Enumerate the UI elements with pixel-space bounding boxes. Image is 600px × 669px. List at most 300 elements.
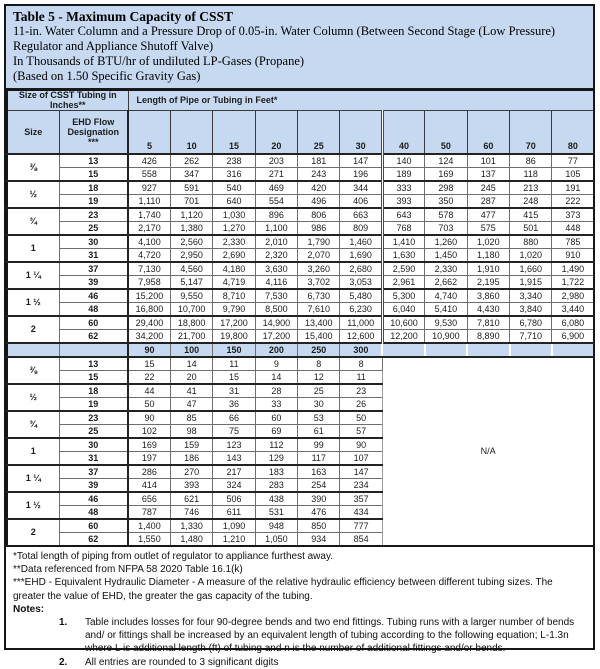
capacity-value: 643 bbox=[382, 208, 424, 222]
table-title: Table 5 - Maximum Capacity of CSST bbox=[13, 9, 234, 24]
capacity-value: 61 bbox=[298, 425, 340, 439]
capacity-value: 66 bbox=[213, 411, 255, 425]
ehd-cell: 23 bbox=[59, 411, 128, 425]
capacity-value: 1,020 bbox=[510, 249, 552, 263]
capacity-value: 703 bbox=[425, 222, 467, 236]
ehd-cell: 46 bbox=[59, 289, 128, 303]
capacity-value: 1,690 bbox=[340, 249, 382, 263]
capacity-value: 927 bbox=[128, 181, 170, 195]
capacity-value: 910 bbox=[552, 249, 594, 263]
capacity-value: 1,915 bbox=[510, 276, 552, 290]
capacity-value: 3,630 bbox=[255, 262, 297, 276]
capacity-value: 880 bbox=[510, 235, 552, 249]
capacity-row bbox=[7, 289, 594, 303]
capacity-value: 248 bbox=[510, 195, 552, 209]
capacity-value: 6,040 bbox=[382, 303, 424, 317]
capacity-value: 4,719 bbox=[213, 276, 255, 290]
capacity-value: 197 bbox=[128, 452, 170, 466]
size-cell: 1 bbox=[7, 235, 59, 262]
capacity-value: 143 bbox=[213, 452, 255, 466]
separator-size-cell bbox=[7, 343, 59, 357]
capacity-value: 118 bbox=[510, 168, 552, 182]
capacity-value: 1,410 bbox=[382, 235, 424, 249]
capacity-value: 1,330 bbox=[170, 519, 212, 533]
note-text: Table includes losses for four 90-degree bends and two end fittings. Tubing runs with a larger number of bends and/ or fittings shall be increased by an equivalent length of tubing according to the following equation; L-1.3n where L is additional length (ft) of tubing and n is the number of additional fittings and/or bends. bbox=[85, 617, 575, 655]
size-cell: ¾ bbox=[7, 411, 59, 438]
capacity-value: 469 bbox=[255, 181, 297, 195]
ehd-cell: 30 bbox=[59, 235, 128, 249]
capacity-value: 41 bbox=[170, 384, 212, 398]
length-header-100: 100 bbox=[170, 343, 212, 357]
capacity-value: 22 bbox=[128, 371, 170, 385]
capacity-value: 787 bbox=[128, 506, 170, 520]
capacity-value: 75 bbox=[213, 425, 255, 439]
capacity-value: 496 bbox=[298, 195, 340, 209]
capacity-value: 1,630 bbox=[382, 249, 424, 263]
capacity-value: 6,730 bbox=[298, 289, 340, 303]
separator-length-row bbox=[7, 343, 594, 357]
capacity-value: 506 bbox=[213, 492, 255, 506]
note-item bbox=[13, 616, 585, 656]
capacity-value: 6,230 bbox=[340, 303, 382, 317]
ehd-cell: 37 bbox=[59, 465, 128, 479]
capacity-value: 222 bbox=[552, 195, 594, 209]
capacity-value: 140 bbox=[382, 154, 424, 168]
capacity-value: 163 bbox=[298, 465, 340, 479]
capacity-value: 393 bbox=[170, 479, 212, 493]
length-header-40: 40 bbox=[382, 111, 424, 155]
ehd-cell: 48 bbox=[59, 506, 128, 520]
ehd-cell: 48 bbox=[59, 303, 128, 317]
capacity-value: 169 bbox=[128, 438, 170, 452]
capacity-value: 238 bbox=[213, 154, 255, 168]
capacity-value: 30 bbox=[298, 398, 340, 412]
capacity-value: 2,961 bbox=[382, 276, 424, 290]
footnotes-block bbox=[6, 547, 593, 669]
capacity-value: 1,722 bbox=[552, 276, 594, 290]
capacity-value: 591 bbox=[170, 181, 212, 195]
capacity-value: 50 bbox=[128, 398, 170, 412]
capacity-value: 283 bbox=[255, 479, 297, 493]
capacity-value: 434 bbox=[340, 506, 382, 520]
capacity-value: 57 bbox=[340, 425, 382, 439]
length-header-15: 15 bbox=[213, 111, 255, 155]
capacity-row bbox=[7, 195, 594, 209]
capacity-value: 6,080 bbox=[552, 316, 594, 330]
capacity-value: 7,958 bbox=[128, 276, 170, 290]
capacity-value: 213 bbox=[510, 181, 552, 195]
ehd-cell: 30 bbox=[59, 438, 128, 452]
capacity-value: 785 bbox=[552, 235, 594, 249]
capacity-value: 20 bbox=[170, 371, 212, 385]
capacity-value: 663 bbox=[340, 208, 382, 222]
capacity-value: 1,270 bbox=[213, 222, 255, 236]
capacity-row bbox=[7, 168, 594, 182]
capacity-value: 531 bbox=[255, 506, 297, 520]
capacity-value: 477 bbox=[467, 208, 509, 222]
capacity-row bbox=[7, 357, 594, 371]
capacity-value: 1,050 bbox=[255, 533, 297, 547]
capacity-value: 4,740 bbox=[425, 289, 467, 303]
separator-empty-cell bbox=[510, 343, 552, 357]
capacity-row bbox=[7, 303, 594, 317]
capacity-value: 1,380 bbox=[170, 222, 212, 236]
header-cols-row bbox=[7, 111, 594, 155]
capacity-value: 2,590 bbox=[382, 262, 424, 276]
capacity-value: 1,490 bbox=[552, 262, 594, 276]
capacity-value: 181 bbox=[298, 154, 340, 168]
size-group-header: Size of CSST Tubing in Inches** bbox=[7, 90, 128, 111]
size-cell: ⅜ bbox=[7, 154, 59, 181]
capacity-value: 11 bbox=[213, 357, 255, 371]
capacity-value: 1,210 bbox=[213, 533, 255, 547]
separator-empty-cell bbox=[425, 343, 467, 357]
capacity-value: 1,100 bbox=[255, 222, 297, 236]
capacity-value: 107 bbox=[340, 452, 382, 466]
capacity-value: 53 bbox=[298, 411, 340, 425]
ehd-cell: 13 bbox=[59, 154, 128, 168]
capacity-value: 9,530 bbox=[425, 316, 467, 330]
capacity-value: 28 bbox=[255, 384, 297, 398]
capacity-value: 12,200 bbox=[382, 330, 424, 344]
capacity-value: 47 bbox=[170, 398, 212, 412]
capacity-row bbox=[7, 181, 594, 195]
capacity-value: 137 bbox=[467, 168, 509, 182]
capacity-row bbox=[7, 154, 594, 168]
capacity-value: 18,800 bbox=[170, 316, 212, 330]
ehd-cell: 31 bbox=[59, 452, 128, 466]
size-cell: ½ bbox=[7, 384, 59, 411]
capacity-value: 2,170 bbox=[128, 222, 170, 236]
ehd-cell: 25 bbox=[59, 425, 128, 439]
capacity-value: 98 bbox=[170, 425, 212, 439]
capacity-row bbox=[7, 262, 594, 276]
capacity-value: 90 bbox=[128, 411, 170, 425]
capacity-value: 19,800 bbox=[213, 330, 255, 344]
capacity-value: 2,010 bbox=[255, 235, 297, 249]
capacity-value: 254 bbox=[298, 479, 340, 493]
capacity-value: 986 bbox=[298, 222, 340, 236]
ehd-cell: 25 bbox=[59, 222, 128, 236]
capacity-value: 90 bbox=[340, 438, 382, 452]
capacity-value: 2,070 bbox=[298, 249, 340, 263]
capacity-value: 7,810 bbox=[467, 316, 509, 330]
capacity-value: 8 bbox=[298, 357, 340, 371]
ehd-cell: 39 bbox=[59, 479, 128, 493]
ehd-cell: 39 bbox=[59, 276, 128, 290]
capacity-value: 948 bbox=[255, 519, 297, 533]
capacity-value: 854 bbox=[340, 533, 382, 547]
capacity-value: 15,400 bbox=[298, 330, 340, 344]
size-cell: 2 bbox=[7, 316, 59, 343]
separator-empty-cell bbox=[467, 343, 509, 357]
capacity-value: 1,450 bbox=[425, 249, 467, 263]
notes-label: Notes: bbox=[13, 603, 45, 615]
capacity-value: 390 bbox=[298, 492, 340, 506]
capacity-value: 656 bbox=[128, 492, 170, 506]
capacity-row bbox=[7, 235, 594, 249]
capacity-value: 540 bbox=[213, 181, 255, 195]
capacity-value: 101 bbox=[467, 154, 509, 168]
capacity-value: 554 bbox=[255, 195, 297, 209]
capacity-value: 640 bbox=[213, 195, 255, 209]
capacity-value: 12 bbox=[298, 371, 340, 385]
capacity-value: 806 bbox=[298, 208, 340, 222]
capacity-value: 448 bbox=[552, 222, 594, 236]
capacity-value: 33 bbox=[255, 398, 297, 412]
length-header-150: 150 bbox=[213, 343, 255, 357]
capacity-value: 3,053 bbox=[340, 276, 382, 290]
capacity-value: 286 bbox=[128, 465, 170, 479]
ehd-cell: 31 bbox=[59, 249, 128, 263]
ehd-cell: 23 bbox=[59, 208, 128, 222]
size-col-header: Size bbox=[7, 111, 59, 155]
capacity-value: 6,780 bbox=[510, 316, 552, 330]
capacity-value: 1,120 bbox=[170, 208, 212, 222]
size-cell: ¾ bbox=[7, 208, 59, 235]
capacity-value: 25 bbox=[298, 384, 340, 398]
capacity-value: 8,890 bbox=[467, 330, 509, 344]
capacity-value: 60 bbox=[255, 411, 297, 425]
capacity-value: 69 bbox=[255, 425, 297, 439]
ehd-cell: 15 bbox=[59, 168, 128, 182]
capacity-value: 186 bbox=[170, 452, 212, 466]
capacity-value: 23 bbox=[340, 384, 382, 398]
ehd-cell: 60 bbox=[59, 316, 128, 330]
ehd-cell: 15 bbox=[59, 371, 128, 385]
capacity-value: 476 bbox=[298, 506, 340, 520]
capacity-value: 183 bbox=[255, 465, 297, 479]
capacity-value: 271 bbox=[255, 168, 297, 182]
capacity-value: 558 bbox=[128, 168, 170, 182]
capacity-value: 4,560 bbox=[170, 262, 212, 276]
length-header-200: 200 bbox=[255, 343, 297, 357]
length-header-250: 250 bbox=[298, 343, 340, 357]
capacity-value: 117 bbox=[298, 452, 340, 466]
capacity-value: 10,900 bbox=[425, 330, 467, 344]
ehd-cell: 37 bbox=[59, 262, 128, 276]
size-cell: ½ bbox=[7, 181, 59, 208]
capacity-value: 8,500 bbox=[255, 303, 297, 317]
capacity-value: 9 bbox=[255, 357, 297, 371]
table-subtitle-gravity: (Based on 1.50 Specific Gravity Gas) bbox=[13, 69, 201, 83]
capacity-value: 2,950 bbox=[170, 249, 212, 263]
capacity-value: 105 bbox=[552, 168, 594, 182]
length-header-10: 10 bbox=[170, 111, 212, 155]
notes-list bbox=[13, 616, 585, 669]
capacity-value: 16,800 bbox=[128, 303, 170, 317]
capacity-value: 102 bbox=[128, 425, 170, 439]
capacity-value: 3,840 bbox=[510, 303, 552, 317]
length-header-25: 25 bbox=[298, 111, 340, 155]
length-header-300: 300 bbox=[340, 343, 382, 357]
capacity-value: 2,690 bbox=[213, 249, 255, 263]
capacity-value: 17,200 bbox=[213, 316, 255, 330]
capacity-value: 169 bbox=[425, 168, 467, 182]
capacity-value: 1,110 bbox=[128, 195, 170, 209]
capacity-value: 44 bbox=[128, 384, 170, 398]
length-header-20: 20 bbox=[255, 111, 297, 155]
capacity-value: 12,600 bbox=[340, 330, 382, 344]
separator-empty-cell bbox=[552, 343, 594, 357]
capacity-value: 15 bbox=[128, 357, 170, 371]
capacity-value: 29,400 bbox=[128, 316, 170, 330]
capacity-value: 9,550 bbox=[170, 289, 212, 303]
capacity-value: 50 bbox=[340, 411, 382, 425]
capacity-value: 9,790 bbox=[213, 303, 255, 317]
size-cell: 1 ¼ bbox=[7, 262, 59, 289]
capacity-row bbox=[7, 330, 594, 344]
capacity-value: 77 bbox=[552, 154, 594, 168]
table-subtitle-units: In Thousands of BTU/hr of undiluted LP-Gases (Propane) bbox=[13, 54, 305, 68]
ehd-cell: 62 bbox=[59, 330, 128, 344]
capacity-value: 298 bbox=[425, 181, 467, 195]
capacity-value: 5,147 bbox=[170, 276, 212, 290]
capacity-value: 2,330 bbox=[425, 262, 467, 276]
capacity-value: 768 bbox=[382, 222, 424, 236]
capacity-value: 896 bbox=[255, 208, 297, 222]
capacity-row bbox=[7, 316, 594, 330]
capacity-value: 1,090 bbox=[213, 519, 255, 533]
capacity-value: 147 bbox=[340, 465, 382, 479]
capacity-value: 438 bbox=[255, 492, 297, 506]
capacity-value: 31 bbox=[213, 384, 255, 398]
capacity-value: 14 bbox=[170, 357, 212, 371]
note-item bbox=[13, 656, 585, 669]
capacity-value: 15,200 bbox=[128, 289, 170, 303]
capacity-row bbox=[7, 222, 594, 236]
capacity-value: 2,330 bbox=[213, 235, 255, 249]
length-header-30: 30 bbox=[340, 111, 382, 155]
capacity-table-body bbox=[7, 90, 594, 546]
capacity-value: 415 bbox=[510, 208, 552, 222]
capacity-row bbox=[7, 276, 594, 290]
ehd-cell: 19 bbox=[59, 398, 128, 412]
header-group-row bbox=[7, 90, 594, 111]
ehd-cell: 46 bbox=[59, 492, 128, 506]
length-header-90: 90 bbox=[128, 343, 170, 357]
capacity-value: 86 bbox=[510, 154, 552, 168]
capacity-value: 350 bbox=[425, 195, 467, 209]
capacity-value: 2,662 bbox=[425, 276, 467, 290]
capacity-value: 4,430 bbox=[467, 303, 509, 317]
capacity-value: 15 bbox=[213, 371, 255, 385]
capacity-value: 621 bbox=[170, 492, 212, 506]
capacity-value: 7,610 bbox=[298, 303, 340, 317]
capacity-value: 6,900 bbox=[552, 330, 594, 344]
capacity-value: 420 bbox=[298, 181, 340, 195]
capacity-table bbox=[6, 89, 595, 547]
footnote-data-reference: **Data referenced from NFPA 58 2020 Table 16.1(k) bbox=[13, 564, 243, 576]
capacity-value: 203 bbox=[255, 154, 297, 168]
capacity-value: 4,116 bbox=[255, 276, 297, 290]
capacity-value: 934 bbox=[298, 533, 340, 547]
capacity-value: 809 bbox=[340, 222, 382, 236]
table-subtitle-pressure: 11-in. Water Column and a Pressure Drop of 0.05-in. Water Column (Between Second Stage (Low Pressure) Regulator and Appliance Shutoff Valve) bbox=[13, 24, 556, 53]
capacity-value: 426 bbox=[128, 154, 170, 168]
capacity-value: 196 bbox=[340, 168, 382, 182]
capacity-value: 373 bbox=[552, 208, 594, 222]
capacity-value: 14,900 bbox=[255, 316, 297, 330]
length-group-header: Length of Pipe or Tubing in Feet* bbox=[128, 90, 594, 111]
capacity-value: 3,440 bbox=[552, 303, 594, 317]
capacity-value: 1,790 bbox=[298, 235, 340, 249]
size-cell: 1 ¼ bbox=[7, 465, 59, 492]
capacity-value: 99 bbox=[298, 438, 340, 452]
capacity-value: 2,320 bbox=[255, 249, 297, 263]
capacity-value: 1,260 bbox=[425, 235, 467, 249]
capacity-value: 1,740 bbox=[128, 208, 170, 222]
capacity-value: 26 bbox=[340, 398, 382, 412]
capacity-value: 10,700 bbox=[170, 303, 212, 317]
capacity-value: 578 bbox=[425, 208, 467, 222]
capacity-value: 1,480 bbox=[170, 533, 212, 547]
capacity-value: 1,030 bbox=[213, 208, 255, 222]
capacity-value: 13,400 bbox=[298, 316, 340, 330]
capacity-value: 1,460 bbox=[340, 235, 382, 249]
capacity-value: 2,980 bbox=[552, 289, 594, 303]
capacity-value: 2,195 bbox=[467, 276, 509, 290]
size-cell: 1 ½ bbox=[7, 289, 59, 316]
capacity-value: 414 bbox=[128, 479, 170, 493]
ehd-cell: 13 bbox=[59, 357, 128, 371]
capacity-value: 17,200 bbox=[255, 330, 297, 344]
capacity-value: 5,480 bbox=[340, 289, 382, 303]
capacity-value: 1,550 bbox=[128, 533, 170, 547]
capacity-value: 189 bbox=[382, 168, 424, 182]
capacity-value: 4,100 bbox=[128, 235, 170, 249]
capacity-value: 262 bbox=[170, 154, 212, 168]
capacity-value: 159 bbox=[170, 438, 212, 452]
capacity-value: 393 bbox=[382, 195, 424, 209]
capacity-value: 777 bbox=[340, 519, 382, 533]
capacity-value: 147 bbox=[340, 154, 382, 168]
capacity-value: 124 bbox=[425, 154, 467, 168]
footnote-ehd-definition: ***EHD - Equivalent Hydraulic Diameter - A measure of the relative hydraulic efficiency between different tubing sizes. The greater the value of EHD, the greater the gas capacity of the tubing. bbox=[13, 577, 553, 602]
capacity-value: 243 bbox=[298, 168, 340, 182]
capacity-value: 34,200 bbox=[128, 330, 170, 344]
capacity-row bbox=[7, 208, 594, 222]
capacity-value: 5,410 bbox=[425, 303, 467, 317]
capacity-value: 324 bbox=[213, 479, 255, 493]
size-cell: ⅜ bbox=[7, 357, 59, 384]
capacity-value: 575 bbox=[467, 222, 509, 236]
capacity-value: 1,400 bbox=[128, 519, 170, 533]
capacity-value: 129 bbox=[255, 452, 297, 466]
size-cell: 2 bbox=[7, 519, 59, 546]
capacity-value: 245 bbox=[467, 181, 509, 195]
capacity-value: 3,260 bbox=[298, 262, 340, 276]
note-number: 2. bbox=[59, 656, 68, 668]
capacity-value: 21,700 bbox=[170, 330, 212, 344]
capacity-value: 7,130 bbox=[128, 262, 170, 276]
capacity-value: 8 bbox=[340, 357, 382, 371]
capacity-value: 501 bbox=[510, 222, 552, 236]
capacity-value: 36 bbox=[213, 398, 255, 412]
capacity-row bbox=[7, 249, 594, 263]
capacity-value: 191 bbox=[552, 181, 594, 195]
ehd-cell: 18 bbox=[59, 181, 128, 195]
na-cell: N/A bbox=[382, 357, 594, 546]
table-title-block bbox=[6, 6, 593, 89]
capacity-value: 5,300 bbox=[382, 289, 424, 303]
capacity-value: 611 bbox=[213, 506, 255, 520]
capacity-value: 406 bbox=[340, 195, 382, 209]
capacity-value: 11 bbox=[340, 371, 382, 385]
capacity-value: 7,710 bbox=[510, 330, 552, 344]
capacity-value: 10,600 bbox=[382, 316, 424, 330]
capacity-value: 2,560 bbox=[170, 235, 212, 249]
